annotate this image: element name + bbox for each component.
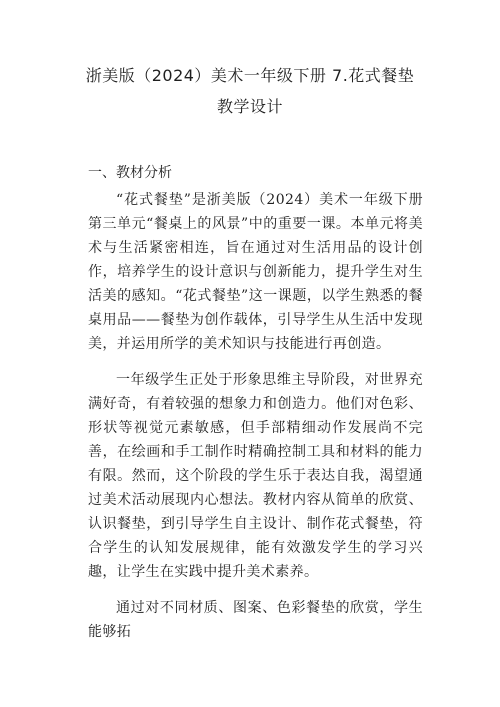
document-title: 浙美版（2024）美术一年级下册 7.花式餐垫: [85, 66, 415, 85]
body-text: [88, 188, 423, 656]
paragraph: 一年级学生正处于形象思维主导阶段，对世界充满好奇，有着较强的想象力和创造力。他们对色彩、形状等视觉元素敏感，但手部精细动作发展尚不完善，在绘画和手工制作时精确控制工具和材料的能力有限。然而，这个阶段的学生乐于表达自我，渴望通过美术活动展现内心想法。教材内容从简单的欣赏、认识餐垫，到引导学生自主设计、制作花式餐垫，符合学生的认知发展规律，能有效激发学生的学习兴趣，让学生在实践中提升美术素养。: [88, 372, 423, 580]
paragraph: “花式餐垫”是浙美版（2024）美术一年级下册第三单元“餐桌上的风景”中的重要一课。本单元将美术与生活紧密相连，旨在通过对生活用品的设计创作，培养学生的设计意识与创新能力，提升学生对生活美的感知。“花式餐垫”这一课题，以学生熟悉的餐桌用品——餐垫为创作载体，引导学生从生活中发现美，并运用所学的美术知识与技能进行再创造。: [88, 192, 423, 352]
section-heading-textbook-analysis: 一、教材分析: [88, 165, 172, 181]
paragraph: 通过对不同材质、图案、色彩餐垫的欣赏，学生能够拓: [88, 600, 423, 640]
document-subtitle: 教学设计: [216, 97, 283, 116]
